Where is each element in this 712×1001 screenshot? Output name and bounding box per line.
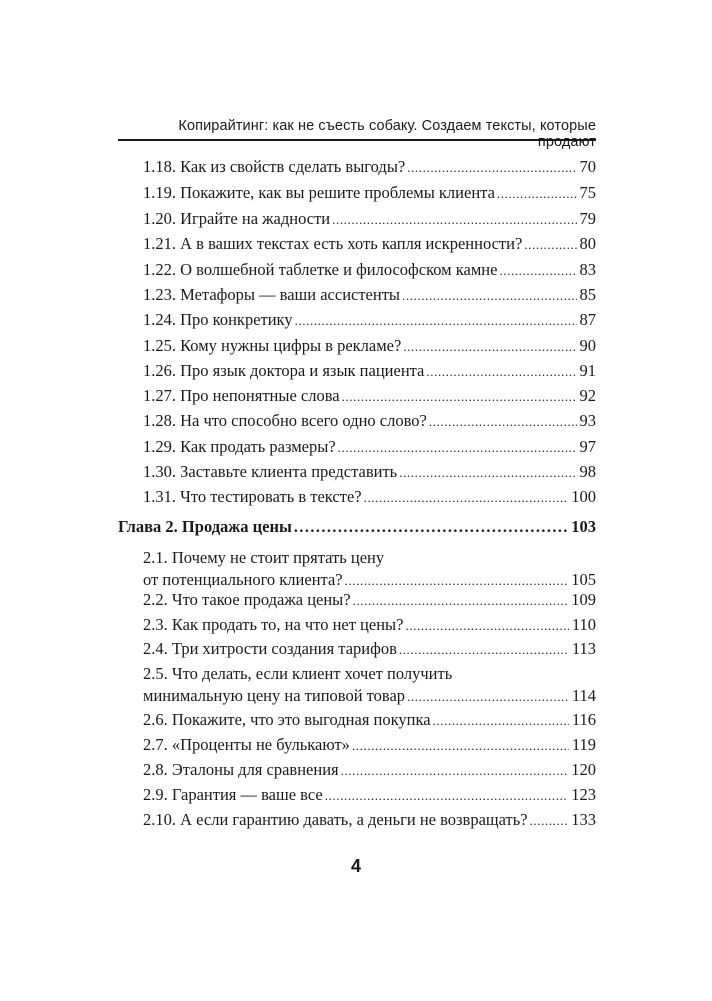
toc-entry-title-line1: 2.1. Почему не стоит прятать цену bbox=[143, 548, 385, 567]
toc-entry-page: 83 bbox=[579, 260, 596, 279]
leader-dots bbox=[341, 760, 569, 782]
toc-entry bbox=[143, 663, 596, 707]
toc-entry bbox=[143, 410, 596, 432]
toc-entry-page: 90 bbox=[579, 336, 596, 355]
toc-entry bbox=[143, 547, 596, 591]
toc-entry-page: 92 bbox=[579, 386, 596, 405]
toc-entry-title: минимальную цену на типовой товар bbox=[143, 686, 406, 705]
toc-entry-title: 2.8. Эталоны для сравнения bbox=[143, 760, 339, 779]
toc-entry bbox=[143, 208, 596, 230]
toc-entry-page: 100 bbox=[571, 487, 596, 506]
toc-entry bbox=[143, 638, 596, 660]
leader-dots bbox=[342, 386, 577, 408]
toc-entry-page: 120 bbox=[571, 760, 596, 779]
toc-entry bbox=[143, 709, 596, 731]
toc-chapter-heading bbox=[118, 516, 596, 538]
toc-entry-page: 110 bbox=[571, 615, 596, 634]
toc-entry-title: 1.30. Заставьте клиента представить bbox=[143, 462, 398, 481]
leader-dots bbox=[433, 710, 569, 732]
toc-entry-title: 2.3. Как продать то, на что нет цены? bbox=[143, 615, 404, 634]
toc-entry bbox=[143, 259, 596, 281]
toc-entry bbox=[143, 486, 596, 508]
toc-entry-title: 2.9. Гарантия — ваше все bbox=[143, 785, 323, 804]
leader-dots bbox=[497, 183, 577, 205]
toc-entry-title: 1.19. Покажите, как вы решите проблемы клиента bbox=[143, 183, 495, 202]
toc-entry-title: 1.24. Про конкретику bbox=[143, 310, 293, 329]
toc-entry-page: 79 bbox=[579, 209, 596, 228]
chapter-title: Глава 2. Продажа цены bbox=[118, 517, 292, 536]
leader-dots bbox=[294, 517, 568, 539]
leader-dots bbox=[530, 810, 569, 832]
toc-entry bbox=[143, 182, 596, 204]
leader-dots bbox=[295, 310, 577, 332]
toc-entry-page: 87 bbox=[579, 310, 596, 329]
toc-entry bbox=[143, 335, 596, 357]
toc-entry-title: 2.7. «Проценты не булькают» bbox=[143, 735, 350, 754]
leader-dots bbox=[407, 686, 569, 708]
leader-dots bbox=[352, 735, 569, 757]
toc-entry-title: 2.10. А если гарантию давать, а деньги не возвращать? bbox=[143, 810, 528, 829]
toc-entry-title: 1.21. А в ваших текстах есть хоть капля искренности? bbox=[143, 234, 523, 253]
toc-entry bbox=[143, 385, 596, 407]
leader-dots bbox=[524, 234, 576, 256]
toc-entry-title: 1.25. Кому нужны цифры в рекламе? bbox=[143, 336, 402, 355]
toc-entry bbox=[143, 233, 596, 255]
toc-entry-page: 93 bbox=[579, 411, 596, 430]
toc-entry-page: 116 bbox=[571, 710, 596, 729]
toc-entry-title: 2.2. Что такое продажа цены? bbox=[143, 590, 351, 609]
toc-entry-page: 114 bbox=[571, 686, 596, 705]
toc-entry-title: 1.31. Что тестировать в тексте? bbox=[143, 487, 362, 506]
toc-entry-title: 2.4. Три хитрости создания тарифов bbox=[143, 639, 397, 658]
leader-dots bbox=[338, 437, 577, 459]
toc-entry-title: 1.22. О волшебной таблетке и философском камне bbox=[143, 260, 498, 279]
toc-entry-page: 97 bbox=[579, 437, 596, 456]
toc-entry-page: 85 bbox=[579, 285, 596, 304]
toc-entry-title: 1.20. Играйте на жадности bbox=[143, 209, 331, 228]
leader-dots bbox=[429, 411, 577, 433]
toc-entry-page: 70 bbox=[579, 157, 596, 176]
header-rule bbox=[118, 139, 596, 141]
toc-entry-page: 105 bbox=[571, 570, 596, 589]
toc-entry-page: 123 bbox=[571, 785, 596, 804]
toc-entry-page: 109 bbox=[571, 590, 596, 609]
leader-dots bbox=[426, 361, 576, 383]
toc-entry bbox=[143, 360, 596, 382]
toc-entry bbox=[143, 461, 596, 483]
toc-entry bbox=[143, 734, 596, 756]
chapter-page: 103 bbox=[571, 517, 596, 536]
toc-entry-title: 2.6. Покажите, что это выгодная покупка bbox=[143, 710, 431, 729]
toc-entry-title: 1.26. Про язык доктора и язык пациента bbox=[143, 361, 425, 380]
toc-entry bbox=[143, 614, 596, 636]
toc-entry-page: 113 bbox=[571, 639, 596, 658]
toc-entry-title: 1.27. Про непонятные слова bbox=[143, 386, 340, 405]
toc-entry-title: 1.18. Как из свойств сделать выгоды? bbox=[143, 157, 406, 176]
leader-dots bbox=[499, 260, 576, 282]
leader-dots bbox=[403, 336, 576, 358]
toc-entry bbox=[143, 284, 596, 306]
toc-entry-title: 1.28. На что способно всего одно слово? bbox=[143, 411, 427, 430]
leader-dots bbox=[364, 487, 569, 509]
page-number: 4 bbox=[350, 856, 361, 876]
leader-dots bbox=[399, 639, 569, 661]
toc-entry-title: 1.23. Метафоры — ваши ассистенты bbox=[143, 285, 401, 304]
toc-entry bbox=[143, 436, 596, 458]
toc-entry bbox=[143, 589, 596, 611]
running-head: Копирайтинг: как не съесть собаку. Создаем тексты, которые продают bbox=[178, 118, 596, 150]
toc-entry bbox=[143, 784, 596, 806]
toc-entry bbox=[143, 759, 596, 781]
leader-dots bbox=[325, 785, 569, 807]
toc-entry-page: 80 bbox=[579, 234, 596, 253]
toc-entry-title-line1: 2.5. Что делать, если клиент хочет получить bbox=[143, 664, 453, 683]
leader-dots bbox=[407, 157, 576, 179]
leader-dots bbox=[332, 209, 576, 231]
leader-dots bbox=[405, 615, 568, 637]
leader-dots bbox=[402, 285, 576, 307]
leader-dots bbox=[353, 590, 569, 612]
toc-entry-page: 119 bbox=[571, 735, 596, 754]
toc-entry-title: 1.29. Как продать размеры? bbox=[143, 437, 336, 456]
toc-entry-page: 91 bbox=[579, 361, 596, 380]
toc-entry-page: 133 bbox=[571, 810, 596, 829]
toc-entry-title: от потенциального клиента? bbox=[143, 570, 343, 589]
toc-entry-page: 75 bbox=[579, 183, 596, 202]
toc-entry-page: 98 bbox=[579, 462, 596, 481]
toc-entry bbox=[143, 809, 596, 831]
leader-dots bbox=[399, 462, 576, 484]
toc-entry bbox=[143, 309, 596, 331]
toc-entry bbox=[143, 156, 596, 178]
